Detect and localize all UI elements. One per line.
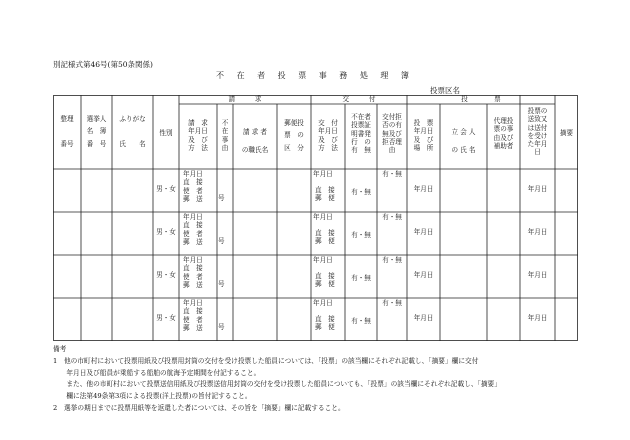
cell-sochi-nengappi: 年月日 [527,271,548,279]
note-line: 2 選挙の期日までに投票用紙等を返還した者については、その旨を「摘要」欄に記載すること。 [53,403,345,412]
header-tohyo-sochi: 投票の 送致又 は送付 を受け た年月 日 [527,107,548,157]
header-seibetsu: 性別 [159,129,173,137]
cell-tohyo-nengappi: 年月日 [413,271,434,279]
header-seikyusha-shimei: 請 求 者 の職氏名 [241,128,269,154]
header-senkyonin-meibo-bango: 選挙人 名 簿 番 号 [86,115,107,148]
cell-tohyo-nengappi: 年月日 [413,185,434,193]
cell-kofu-method: 直 接 郵 便 [315,272,335,289]
cell-kofu-kyohi: 有・無 [382,256,402,264]
note-line: 欄に法第49条第3項による投票(洋上投票)の旨付記すること。 [53,392,252,401]
header-fuzai-jiyu: 不 在 事 由 [221,119,229,152]
cell-kofu-kyohi: 有・無 [382,213,402,221]
cell-shomeisho-umu: 有・無 [351,274,371,282]
cell-go: 号 [218,237,225,245]
header-tohyo-nengappi: 投 票 年月日 及 び 場 所 [413,119,434,152]
ledger-table [53,95,578,341]
cell-sochi-nengappi: 年月日 [527,185,548,193]
cell-seibetsu: 男・女 [156,228,176,236]
header-kofu-kyohi: 交付拒 否の有 無及び 拒否理 由 [382,113,402,155]
header-group-seikyu: 請 求 [228,95,262,103]
cell-kofu-method: 直 接 郵 便 [315,229,335,246]
cell-seikyu-method: 年月日 直 接 使 者 郵 送 [183,170,203,203]
form-number-label: 別記様式第46号(第50条関係) [53,60,153,69]
header-group-kofu: 交 付 [342,95,376,103]
cell-kofu-nengappi: 年月日 [313,299,333,307]
cell-seibetsu: 男・女 [156,185,176,193]
cell-shomeisho-umu: 有・無 [351,188,371,196]
header-furigana-shimei: ふりがな 氏 名 [119,115,146,148]
cell-shomeisho-umu: 有・無 [351,231,371,239]
district-label: 投票区名 [430,86,460,95]
note-line: また、他の市町村において投票送信用紙及び投票送信用封筒の交付を受け投票した船員についても、「投票」の該当欄にそれぞれ記載し、「摘要」 [53,380,501,389]
header-seiri-bango: 整理 番号 [60,115,74,148]
cell-seibetsu: 男・女 [156,314,176,322]
cell-kofu-kyohi: 有・無 [382,170,402,178]
note-line: 1 他の市町村において投票用紙及び投票用封筒の交付を受け投票した船員については、「投票」の該当欄にそれぞれ記載し、「摘要」欄に交付 [53,356,479,365]
cell-kofu-nengappi: 年月日 [313,256,333,264]
cell-seikyu-method: 年月日 直 接 使 者 郵 送 [183,256,203,289]
cell-kofu-nengappi: 年月日 [313,213,333,221]
cell-kofu-method: 直 接 郵 便 [315,186,335,203]
cell-seibetsu: 男・女 [156,271,176,279]
notes-section [53,344,613,415]
header-tekiyo: 摘要 [559,129,574,137]
header-fuzaisha-shomeisho: 不在者 投票証 明書発 行 の 有 無 [351,113,371,155]
header-tachiainin: 立 会 人 の 氏 名 [451,128,476,154]
header-kofu-nengappi: 交 付 年月日 及 び 方 法 [318,119,338,152]
cell-shomeisho-umu: 有・無 [351,317,371,325]
document-title: 不 在 者 投 票 事 務 処 理 簿 [216,71,414,80]
cell-sochi-nengappi: 年月日 [527,228,548,236]
cell-seikyu-method: 年月日 直 接 使 者 郵 送 [183,299,203,332]
cell-tohyo-nengappi: 年月日 [413,314,434,322]
header-group-tohyo: 投 票 [461,95,501,103]
cell-tohyo-nengappi: 年月日 [413,228,434,236]
cell-kofu-method: 直 接 郵 便 [315,315,335,332]
cell-kofu-kyohi: 有・無 [382,299,402,307]
notes-heading: 備考 [53,345,67,353]
cell-go: 号 [218,280,225,288]
cell-seikyu-method: 年月日 直 接 使 者 郵 送 [183,213,203,246]
header-yubin-tohyo-kubun: 郵便投 票 の 区 分 [284,119,304,152]
cell-go: 号 [218,194,225,202]
cell-sochi-nengappi: 年月日 [527,314,548,322]
note-line: 年月日及び船員が乗船する船舶の航海予定期間を付記すること。 [53,368,261,377]
header-seikyu-nengappi: 請 求 年月日 及 び 方 法 [188,119,208,152]
header-dairi-tohyo: 代理投 票の事 由及び 補助者 [493,117,514,150]
cell-go: 号 [218,323,225,331]
cell-kofu-nengappi: 年月日 [313,170,333,178]
